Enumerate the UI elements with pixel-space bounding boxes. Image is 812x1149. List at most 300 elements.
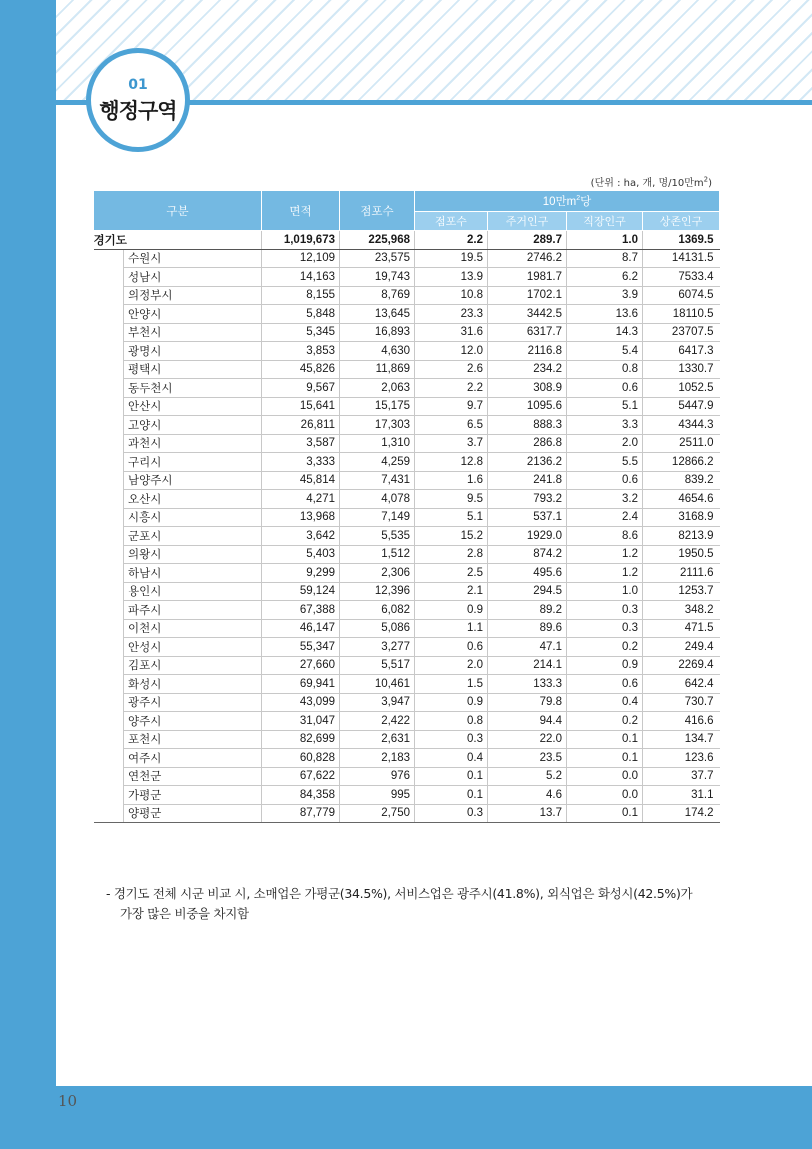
summary-line-2: 가장 많은 비중을 차지함 xyxy=(120,906,249,921)
row-per-stores: 2.0 xyxy=(415,656,488,675)
row-stores: 7,431 xyxy=(340,471,415,490)
row-per-resident-pop: 6417.3 xyxy=(643,342,720,361)
row-per-resident-pop: 134.7 xyxy=(643,730,720,749)
row-per-stores: 0.3 xyxy=(415,804,488,823)
row-area: 13,968 xyxy=(262,508,340,527)
row-per-resident-pop: 1253.7 xyxy=(643,582,720,601)
row-per-workers: 0.4 xyxy=(567,693,643,712)
table-row xyxy=(94,767,720,786)
table-row xyxy=(94,249,720,268)
row-name: 의왕시 xyxy=(124,545,262,564)
row-name: 의정부시 xyxy=(124,286,262,305)
row-per-resident-pop: 839.2 xyxy=(643,471,720,490)
table-row xyxy=(94,601,720,620)
row-per-workers: 5.5 xyxy=(567,453,643,472)
row-per-residents: 13.7 xyxy=(488,804,567,823)
row-per-workers: 8.7 xyxy=(567,249,643,268)
row-name: 가평군 xyxy=(124,786,262,805)
row-per-workers: 5.1 xyxy=(567,397,643,416)
row-per-resident-pop: 642.4 xyxy=(643,675,720,694)
row-area: 3,333 xyxy=(262,453,340,472)
row-per-workers: 0.3 xyxy=(567,601,643,620)
row-indent xyxy=(94,471,124,490)
row-per-residents: 294.5 xyxy=(488,582,567,601)
row-per-stores: 0.9 xyxy=(415,601,488,620)
row-per-stores: 2.8 xyxy=(415,545,488,564)
row-area: 67,622 xyxy=(262,767,340,786)
unit-note-sup: 2 xyxy=(703,175,709,184)
row-per-resident-pop: 1052.5 xyxy=(643,379,720,398)
row-indent xyxy=(94,397,124,416)
header-per-group-suffix: 당 xyxy=(580,196,592,208)
row-name: 과천시 xyxy=(124,434,262,453)
row-area: 5,403 xyxy=(262,545,340,564)
row-area: 9,567 xyxy=(262,379,340,398)
row-area: 55,347 xyxy=(262,638,340,657)
row-indent xyxy=(94,286,124,305)
row-per-workers: 2.4 xyxy=(567,508,643,527)
row-area: 46,147 xyxy=(262,619,340,638)
row-stores: 5,517 xyxy=(340,656,415,675)
row-per-stores: 23.3 xyxy=(415,305,488,324)
row-per-stores: 10.8 xyxy=(415,286,488,305)
row-per-residents: 6317.7 xyxy=(488,323,567,342)
row-indent xyxy=(94,675,124,694)
row-per-resident-pop: 14131.5 xyxy=(643,249,720,268)
row-per-workers: 0.2 xyxy=(567,638,643,657)
row-per-stores: 2.6 xyxy=(415,360,488,379)
row-per-resident-pop: 4654.6 xyxy=(643,490,720,509)
header-category: 구분 xyxy=(94,191,262,231)
row-per-stores: 0.1 xyxy=(415,786,488,805)
row-per-resident-pop: 5447.9 xyxy=(643,397,720,416)
table-row xyxy=(94,619,720,638)
row-per-stores: 13.9 xyxy=(415,268,488,287)
row-indent xyxy=(94,564,124,583)
row-name: 경기도 xyxy=(94,231,262,250)
row-name: 오산시 xyxy=(124,490,262,509)
row-per-resident-pop: 2111.6 xyxy=(643,564,720,583)
table-row xyxy=(94,342,720,361)
row-indent xyxy=(94,323,124,342)
row-per-resident-pop: 1369.5 xyxy=(643,231,720,250)
table-row xyxy=(94,712,720,731)
row-per-workers: 2.0 xyxy=(567,434,643,453)
left-accent-band xyxy=(0,0,56,1149)
table-row xyxy=(94,490,720,509)
row-area: 26,811 xyxy=(262,416,340,435)
row-per-residents: 79.8 xyxy=(488,693,567,712)
row-name: 화성시 xyxy=(124,675,262,694)
row-name: 김포시 xyxy=(124,656,262,675)
row-per-resident-pop: 12866.2 xyxy=(643,453,720,472)
table-row xyxy=(94,656,720,675)
row-per-stores: 1.6 xyxy=(415,471,488,490)
row-per-stores: 12.0 xyxy=(415,342,488,361)
header-area: 면적 xyxy=(262,191,340,231)
row-stores: 10,461 xyxy=(340,675,415,694)
row-area: 14,163 xyxy=(262,268,340,287)
row-stores: 8,769 xyxy=(340,286,415,305)
row-indent xyxy=(94,804,124,823)
row-per-residents: 241.8 xyxy=(488,471,567,490)
row-per-workers: 0.8 xyxy=(567,360,643,379)
row-per-workers: 0.1 xyxy=(567,749,643,768)
row-indent xyxy=(94,453,124,472)
table-row xyxy=(94,397,720,416)
table-row xyxy=(94,638,720,657)
table-row xyxy=(94,360,720,379)
row-per-stores: 1.5 xyxy=(415,675,488,694)
row-per-stores: 31.6 xyxy=(415,323,488,342)
row-per-residents: 888.3 xyxy=(488,416,567,435)
district-stats-table xyxy=(93,190,720,823)
row-per-residents: 1702.1 xyxy=(488,286,567,305)
row-area: 9,299 xyxy=(262,564,340,583)
row-stores: 7,149 xyxy=(340,508,415,527)
row-per-resident-pop: 37.7 xyxy=(643,767,720,786)
row-area: 3,642 xyxy=(262,527,340,546)
row-per-stores: 0.1 xyxy=(415,767,488,786)
table-row xyxy=(94,749,720,768)
row-per-residents: 286.8 xyxy=(488,434,567,453)
row-per-workers: 8.6 xyxy=(567,527,643,546)
row-indent xyxy=(94,749,124,768)
row-indent xyxy=(94,619,124,638)
row-per-stores: 0.3 xyxy=(415,730,488,749)
row-indent xyxy=(94,786,124,805)
row-per-workers: 1.2 xyxy=(567,564,643,583)
row-stores: 4,259 xyxy=(340,453,415,472)
table-row xyxy=(94,675,720,694)
row-area: 69,941 xyxy=(262,675,340,694)
header-per-resident-pop: 상존인구 xyxy=(643,212,720,231)
row-per-residents: 793.2 xyxy=(488,490,567,509)
row-per-resident-pop: 7533.4 xyxy=(643,268,720,287)
row-stores: 2,063 xyxy=(340,379,415,398)
row-name: 남양주시 xyxy=(124,471,262,490)
row-per-resident-pop: 348.2 xyxy=(643,601,720,620)
section-title: 행정구역 xyxy=(99,99,177,123)
row-indent xyxy=(94,712,124,731)
row-stores: 17,303 xyxy=(340,416,415,435)
row-name: 포천시 xyxy=(124,730,262,749)
row-per-workers: 0.6 xyxy=(567,379,643,398)
header-per-group-sup: 2 xyxy=(576,195,581,203)
row-per-residents: 4.6 xyxy=(488,786,567,805)
row-per-resident-pop: 2269.4 xyxy=(643,656,720,675)
row-indent xyxy=(94,268,124,287)
row-name: 광주시 xyxy=(124,693,262,712)
row-stores: 2,306 xyxy=(340,564,415,583)
row-per-residents: 1929.0 xyxy=(488,527,567,546)
row-per-workers: 1.0 xyxy=(567,231,643,250)
row-per-stores: 12.8 xyxy=(415,453,488,472)
table-row xyxy=(94,582,720,601)
row-stores: 976 xyxy=(340,767,415,786)
row-area: 12,109 xyxy=(262,249,340,268)
table-row xyxy=(94,323,720,342)
row-stores: 4,630 xyxy=(340,342,415,361)
row-per-resident-pop: 471.5 xyxy=(643,619,720,638)
row-stores: 6,082 xyxy=(340,601,415,620)
row-name: 부천시 xyxy=(124,323,262,342)
row-per-residents: 289.7 xyxy=(488,231,567,250)
row-per-resident-pop: 23707.5 xyxy=(643,323,720,342)
row-per-residents: 1981.7 xyxy=(488,268,567,287)
row-area: 60,828 xyxy=(262,749,340,768)
row-name: 안양시 xyxy=(124,305,262,324)
row-area: 15,641 xyxy=(262,397,340,416)
row-per-stores: 0.4 xyxy=(415,749,488,768)
row-per-workers: 3.3 xyxy=(567,416,643,435)
row-stores: 5,086 xyxy=(340,619,415,638)
row-per-residents: 23.5 xyxy=(488,749,567,768)
row-stores: 2,750 xyxy=(340,804,415,823)
row-per-residents: 234.2 xyxy=(488,360,567,379)
row-name: 시흥시 xyxy=(124,508,262,527)
row-stores: 15,175 xyxy=(340,397,415,416)
table-row xyxy=(94,508,720,527)
row-indent xyxy=(94,305,124,324)
row-stores: 16,893 xyxy=(340,323,415,342)
row-per-resident-pop: 249.4 xyxy=(643,638,720,657)
row-per-stores: 5.1 xyxy=(415,508,488,527)
row-per-stores: 0.6 xyxy=(415,638,488,657)
row-stores: 995 xyxy=(340,786,415,805)
table-row xyxy=(94,804,720,823)
row-area: 87,779 xyxy=(262,804,340,823)
row-indent xyxy=(94,638,124,657)
row-name: 광명시 xyxy=(124,342,262,361)
row-indent xyxy=(94,730,124,749)
row-area: 3,853 xyxy=(262,342,340,361)
row-per-resident-pop: 8213.9 xyxy=(643,527,720,546)
row-area: 5,848 xyxy=(262,305,340,324)
header-per-group xyxy=(415,191,720,212)
row-name: 고양시 xyxy=(124,416,262,435)
row-area: 59,124 xyxy=(262,582,340,601)
row-stores: 2,422 xyxy=(340,712,415,731)
row-per-workers: 0.1 xyxy=(567,730,643,749)
row-per-workers: 0.6 xyxy=(567,471,643,490)
row-name: 용인시 xyxy=(124,582,262,601)
row-per-resident-pop: 2511.0 xyxy=(643,434,720,453)
row-area: 31,047 xyxy=(262,712,340,731)
header-stores: 점포수 xyxy=(340,191,415,231)
table-row xyxy=(94,527,720,546)
row-name: 여주시 xyxy=(124,749,262,768)
row-per-stores: 0.8 xyxy=(415,712,488,731)
row-per-workers: 0.0 xyxy=(567,767,643,786)
row-per-stores: 19.5 xyxy=(415,249,488,268)
row-indent xyxy=(94,360,124,379)
table-row xyxy=(94,268,720,287)
row-name: 하남시 xyxy=(124,564,262,583)
row-per-residents: 1095.6 xyxy=(488,397,567,416)
row-per-residents: 47.1 xyxy=(488,638,567,657)
row-indent xyxy=(94,767,124,786)
row-stores: 3,277 xyxy=(340,638,415,657)
row-per-workers: 0.2 xyxy=(567,712,643,731)
row-per-resident-pop: 1330.7 xyxy=(643,360,720,379)
row-stores: 225,968 xyxy=(340,231,415,250)
row-per-workers: 1.2 xyxy=(567,545,643,564)
row-per-workers: 0.6 xyxy=(567,675,643,694)
row-area: 5,345 xyxy=(262,323,340,342)
row-per-workers: 5.4 xyxy=(567,342,643,361)
row-name: 양평군 xyxy=(124,804,262,823)
row-per-stores: 2.2 xyxy=(415,231,488,250)
row-name: 군포시 xyxy=(124,527,262,546)
row-area: 45,814 xyxy=(262,471,340,490)
row-stores: 11,869 xyxy=(340,360,415,379)
row-per-stores: 9.5 xyxy=(415,490,488,509)
table-row xyxy=(94,545,720,564)
row-indent xyxy=(94,490,124,509)
row-indent xyxy=(94,545,124,564)
row-per-resident-pop: 174.2 xyxy=(643,804,720,823)
row-per-residents: 308.9 xyxy=(488,379,567,398)
row-area: 4,271 xyxy=(262,490,340,509)
unit-note-suffix: ) xyxy=(708,178,712,189)
row-stores: 4,078 xyxy=(340,490,415,509)
header-per-stores: 점포수 xyxy=(415,212,488,231)
row-per-workers: 0.0 xyxy=(567,786,643,805)
row-name: 연천군 xyxy=(124,767,262,786)
row-per-stores: 2.5 xyxy=(415,564,488,583)
row-per-stores: 15.2 xyxy=(415,527,488,546)
row-name: 파주시 xyxy=(124,601,262,620)
summary-note xyxy=(106,884,730,924)
row-name: 동두천시 xyxy=(124,379,262,398)
row-per-resident-pop: 123.6 xyxy=(643,749,720,768)
row-per-residents: 94.4 xyxy=(488,712,567,731)
table-row xyxy=(94,434,720,453)
table-row xyxy=(94,471,720,490)
row-per-residents: 2136.2 xyxy=(488,453,567,472)
row-per-residents: 3442.5 xyxy=(488,305,567,324)
row-indent xyxy=(94,249,124,268)
row-indent xyxy=(94,601,124,620)
row-per-stores: 2.1 xyxy=(415,582,488,601)
row-per-stores: 3.7 xyxy=(415,434,488,453)
summary-line-1: - 경기도 전체 시군 비교 시, 소매업은 가평군(34.5%), 서비스업은 광주시(41.8%), 외식업은 화성시(42.5%)가 xyxy=(106,886,693,901)
unit-note xyxy=(540,174,712,189)
row-per-workers: 6.2 xyxy=(567,268,643,287)
row-area: 27,660 xyxy=(262,656,340,675)
row-per-stores: 2.2 xyxy=(415,379,488,398)
table-row xyxy=(94,379,720,398)
row-indent xyxy=(94,527,124,546)
row-per-resident-pop: 31.1 xyxy=(643,786,720,805)
row-per-residents: 89.6 xyxy=(488,619,567,638)
row-per-stores: 1.1 xyxy=(415,619,488,638)
table-row xyxy=(94,305,720,324)
row-name: 안성시 xyxy=(124,638,262,657)
row-indent xyxy=(94,656,124,675)
row-area: 3,587 xyxy=(262,434,340,453)
row-per-resident-pop: 4344.3 xyxy=(643,416,720,435)
row-per-residents: 2116.8 xyxy=(488,342,567,361)
row-per-workers: 13.6 xyxy=(567,305,643,324)
row-indent xyxy=(94,693,124,712)
section-number: 01 xyxy=(128,77,148,93)
row-per-stores: 9.7 xyxy=(415,397,488,416)
row-per-resident-pop: 6074.5 xyxy=(643,286,720,305)
row-per-residents: 2746.2 xyxy=(488,249,567,268)
row-per-workers: 3.2 xyxy=(567,490,643,509)
row-indent xyxy=(94,508,124,527)
row-per-workers: 0.1 xyxy=(567,804,643,823)
row-per-workers: 1.0 xyxy=(567,582,643,601)
table-row xyxy=(94,416,720,435)
row-stores: 3,947 xyxy=(340,693,415,712)
row-per-residents: 5.2 xyxy=(488,767,567,786)
row-area: 82,699 xyxy=(262,730,340,749)
row-name: 수원시 xyxy=(124,249,262,268)
table-row-total xyxy=(94,231,720,250)
row-per-residents: 89.2 xyxy=(488,601,567,620)
row-area: 1,019,673 xyxy=(262,231,340,250)
row-per-stores: 6.5 xyxy=(415,416,488,435)
table-row xyxy=(94,730,720,749)
table-row xyxy=(94,286,720,305)
row-per-resident-pop: 18110.5 xyxy=(643,305,720,324)
row-name: 평택시 xyxy=(124,360,262,379)
row-per-stores: 0.9 xyxy=(415,693,488,712)
header-per-group-prefix: 10만m xyxy=(542,196,577,208)
row-per-resident-pop: 3168.9 xyxy=(643,508,720,527)
row-per-residents: 874.2 xyxy=(488,545,567,564)
table-row xyxy=(94,786,720,805)
row-per-residents: 495.6 xyxy=(488,564,567,583)
unit-note-prefix: (단위 : ha, 개, 명/10만m xyxy=(590,178,704,189)
row-area: 67,388 xyxy=(262,601,340,620)
row-stores: 5,535 xyxy=(340,527,415,546)
row-per-residents: 22.0 xyxy=(488,730,567,749)
footer-band xyxy=(0,1086,812,1149)
row-area: 43,099 xyxy=(262,693,340,712)
table-row xyxy=(94,693,720,712)
row-per-resident-pop: 416.6 xyxy=(643,712,720,731)
row-per-workers: 0.3 xyxy=(567,619,643,638)
row-stores: 2,631 xyxy=(340,730,415,749)
row-name: 안산시 xyxy=(124,397,262,416)
row-name: 양주시 xyxy=(124,712,262,731)
row-stores: 23,575 xyxy=(340,249,415,268)
row-indent xyxy=(94,379,124,398)
row-indent xyxy=(94,582,124,601)
row-stores: 1,512 xyxy=(340,545,415,564)
row-name: 구리시 xyxy=(124,453,262,472)
row-area: 8,155 xyxy=(262,286,340,305)
header-per-residents: 주거인구 xyxy=(488,212,567,231)
row-stores: 12,396 xyxy=(340,582,415,601)
row-name: 성남시 xyxy=(124,268,262,287)
row-per-workers: 3.9 xyxy=(567,286,643,305)
row-per-residents: 537.1 xyxy=(488,508,567,527)
row-area: 45,826 xyxy=(262,360,340,379)
page-number: 10 xyxy=(58,1092,78,1110)
row-indent xyxy=(94,342,124,361)
row-stores: 2,183 xyxy=(340,749,415,768)
row-area: 84,358 xyxy=(262,786,340,805)
row-stores: 19,743 xyxy=(340,268,415,287)
row-per-workers: 14.3 xyxy=(567,323,643,342)
row-name: 이천시 xyxy=(124,619,262,638)
row-per-resident-pop: 1950.5 xyxy=(643,545,720,564)
